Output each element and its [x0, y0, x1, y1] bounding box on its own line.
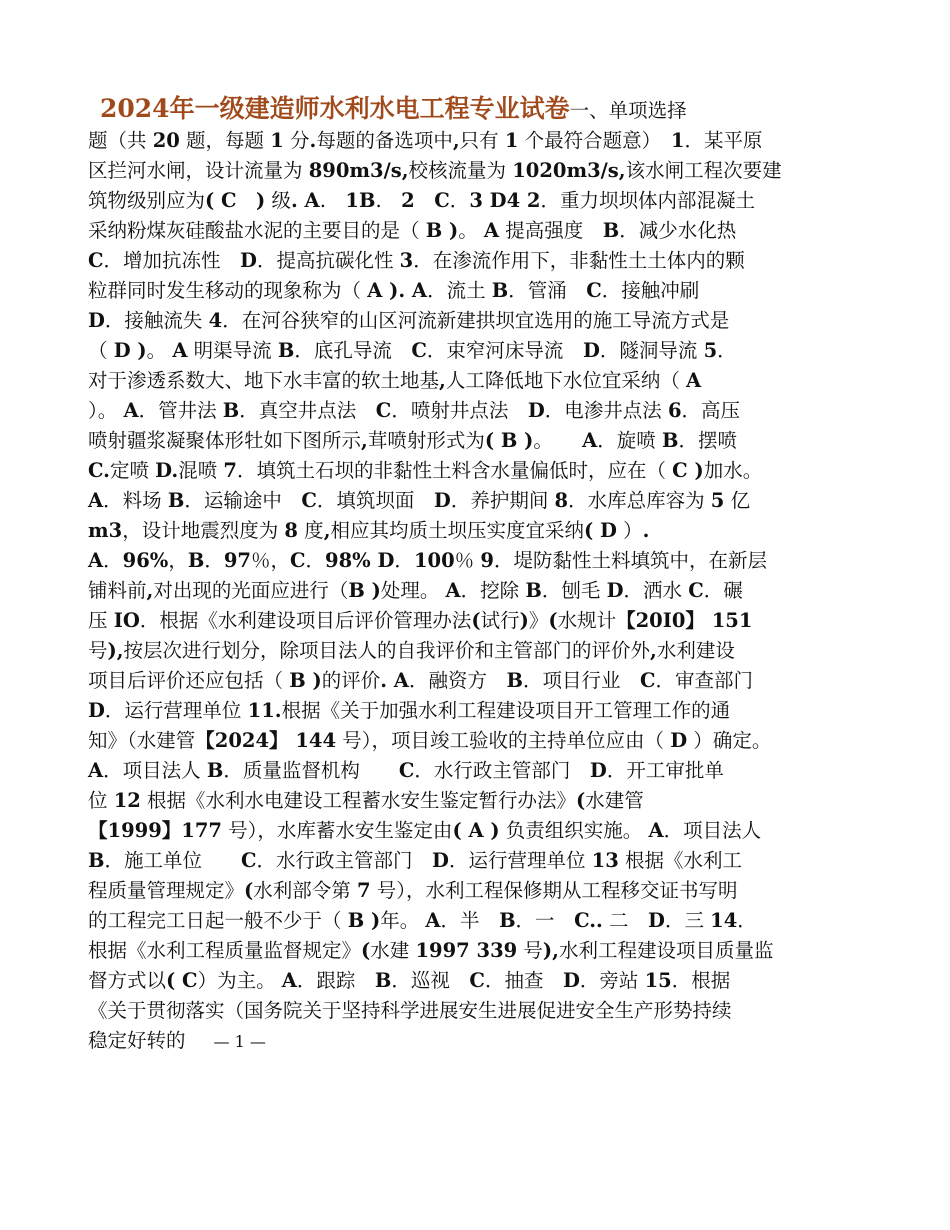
text-run: 水建 — [370, 939, 416, 962]
text-run: A — [483, 219, 500, 242]
text-run: ( — [244, 879, 254, 902]
text-run: 《关于贯彻落实（国务院关于坚持科学进展安生进展促进安全生产形势持续 — [88, 999, 732, 1022]
text-run: ．审查部门 — [655, 669, 753, 692]
text-run: IO — [113, 609, 140, 632]
text-run: 6 — [667, 399, 682, 422]
text-run: 水规计 — [557, 609, 617, 632]
text-run: ．运行营理单位 — [104, 699, 248, 722]
text-line — [88, 156, 868, 186]
text-run: 混喷 — [178, 459, 224, 482]
text-run: 对于渗透系数大、地下水丰富的软土地基 — [88, 369, 440, 392]
text-line — [88, 636, 868, 666]
text-run: A — [123, 399, 139, 422]
text-run: ．挖除 — [460, 579, 526, 602]
text-run: D — [606, 579, 624, 602]
text-run: 1 — [670, 129, 685, 152]
text-run: 14 — [710, 909, 738, 932]
text-run: 级 — [265, 189, 291, 212]
text-run: 号），水库蓄水安生鉴定由 — [221, 819, 453, 842]
text-run: . — [309, 129, 317, 152]
title-line — [88, 92, 868, 126]
text-run: ．洒水 — [623, 579, 689, 602]
text-run: D. — [155, 459, 179, 482]
text-run: 一、单项选择 — [569, 99, 687, 122]
text-run: ．项目法人 — [103, 759, 207, 782]
text-run: ．养护期间 — [450, 489, 555, 512]
text-run: A — [172, 339, 188, 362]
text-run: 稳定好转的 — [88, 1029, 186, 1052]
text-run: ．根据 — [671, 969, 731, 992]
text-run: 按层次进行划分，除项目法人的自我评价和主管部门的评价外 — [123, 639, 651, 662]
text-run: ．旋喷 — [597, 429, 662, 452]
text-run: 压 — [88, 609, 114, 632]
text-run: A — [445, 579, 461, 602]
text-run: ．电渗井点法 — [544, 399, 668, 422]
text-run: C — [375, 399, 392, 422]
text-run: 明渠导流 — [187, 339, 278, 362]
text-run: ．真空井点法 — [239, 399, 376, 422]
document-title: 2024年一级建造师水利水电工程专业试卷 — [100, 94, 570, 123]
text-run: ） — [616, 519, 643, 542]
text-run: B — [206, 759, 224, 782]
text-run: C — [639, 669, 656, 692]
text-run: ( A ) — [452, 819, 500, 842]
text-run: 1B — [345, 189, 376, 212]
text-run: 题（共 — [88, 129, 153, 152]
text-run: ( C — [166, 969, 198, 992]
text-run: 【20I0】 151 — [616, 609, 753, 632]
text-run: ．根据《水利建设项目后评价管理办法 — [139, 609, 472, 632]
text-run: C — [586, 279, 602, 302]
text-line — [88, 336, 868, 366]
text-run: 茸喷射形式为 — [367, 429, 485, 452]
text-line — [88, 306, 868, 336]
text-run: ．施工单位 — [104, 849, 241, 872]
text-run: , — [323, 519, 331, 542]
text-run: m3 — [88, 519, 123, 542]
text-run: 对出现的光面应进行（ — [153, 579, 349, 602]
text-line — [88, 966, 868, 996]
text-run: 【2024】 144 — [195, 729, 337, 752]
text-run: 。 — [458, 219, 484, 242]
text-run: D — [88, 309, 105, 332]
text-run: 。 — [146, 339, 173, 362]
text-run: 根据《水利工程质量监督规定》 — [88, 939, 362, 962]
text-run: 项目后评价还应包括（ — [88, 669, 290, 692]
text-run: ．一 — [515, 909, 575, 932]
body-text — [88, 126, 868, 1056]
text-run: ％， — [250, 549, 290, 572]
text-run: 3 D4 2 — [469, 189, 541, 212]
text-run: 喷射疆浆凝聚体形牡如下图所示 — [88, 429, 362, 452]
text-run: ．半 — [440, 909, 500, 932]
text-run: C.. — [574, 909, 603, 932]
text-run: . — [642, 519, 650, 542]
text-line — [88, 276, 868, 306]
text-run — [415, 189, 435, 212]
text-run: 负责组织实施。 — [499, 819, 649, 842]
text-run: 提高强度 — [499, 219, 603, 242]
text-run: 亿 — [724, 489, 751, 512]
text-run: 水利工程建设项目质量监 — [558, 939, 774, 962]
text-run: 督方式以 — [88, 969, 167, 992]
text-run: B — [277, 339, 295, 362]
text-line — [88, 216, 868, 246]
text-run: 3 — [399, 249, 414, 272]
text-line — [88, 186, 868, 216]
text-line — [88, 996, 868, 1026]
text-run: C — [411, 339, 427, 362]
text-run: ． — [204, 549, 224, 572]
text-run: A ). A — [367, 279, 428, 302]
text-run: ．提高抗碳化性 — [256, 249, 400, 272]
text-run: 题，每题 — [179, 129, 271, 152]
text-run: ．开工审批单 — [606, 759, 724, 782]
text-line — [88, 876, 868, 906]
text-run: B — [491, 279, 509, 302]
text-line — [88, 756, 868, 786]
text-run: B ) — [347, 909, 381, 932]
text-run: ．某平原 — [684, 129, 763, 152]
text-run: D — [670, 729, 688, 752]
text-run: 加水。 — [703, 459, 763, 482]
text-run: 每题的备选项中 — [316, 129, 453, 152]
text-run: ( — [361, 939, 371, 962]
text-run: 7 — [356, 879, 371, 902]
text-run: B — [602, 219, 620, 242]
text-run: ．水库总库容为 — [568, 489, 711, 512]
text-run: ．在渗流作用下，非黏性土土体内的颗 — [413, 249, 745, 272]
text-line — [88, 516, 868, 546]
text-run: 筑物级别应为 — [88, 189, 206, 212]
text-run: 7 — [223, 459, 237, 482]
text-run: 2 — [401, 189, 415, 212]
text-run: ( D — [584, 519, 617, 542]
text-run: 采纳粉煤灰硅酸盐水泥的主要目的是（ — [88, 219, 426, 242]
text-run: ．在河谷狭窄的山区河流新建拱坝宜选用的施工导流方式是 — [222, 309, 730, 332]
text-line — [88, 696, 868, 726]
text-run: 水利部令第 — [253, 879, 357, 902]
text-run: 1 — [504, 129, 519, 152]
text-run: 890m3/s, — [308, 159, 409, 182]
text-run: C ) — [672, 459, 704, 482]
text-run: 人工降低地下水位宜采纳（ — [445, 369, 687, 392]
text-run: ． — [717, 339, 737, 362]
text-run: ．项目法人 — [663, 819, 762, 842]
text-run: ．增加抗冻性 — [103, 249, 241, 272]
text-run: 号），水利工程保修期从工程移交证书写明 — [370, 879, 738, 902]
text-run: 》 — [528, 609, 549, 632]
text-run: ）。 — [88, 399, 124, 422]
text-run: ）为主。 — [197, 969, 282, 992]
text-run: D — [433, 489, 451, 512]
text-run: ． — [305, 549, 326, 572]
text-line — [88, 126, 868, 156]
text-run: . — [319, 189, 346, 212]
text-run: ．接触流失 — [104, 309, 209, 332]
text-run: 水建管 — [585, 789, 644, 812]
text-run: 粒群同时发生移动的现象称为（ — [88, 279, 368, 302]
text-run: 5 — [710, 489, 725, 512]
text-run: , — [146, 579, 154, 602]
text-run: B — [222, 399, 240, 422]
text-run: 二 — [602, 909, 649, 932]
text-run: C — [434, 189, 450, 212]
text-run: ． — [737, 909, 757, 932]
text-run: 97 — [223, 549, 251, 572]
text-line — [88, 816, 868, 846]
text-run: ( B ) — [484, 429, 534, 452]
text-run: 【1999】177 — [88, 819, 222, 842]
text-run: D — [648, 909, 665, 932]
text-line — [88, 546, 868, 576]
text-run: ．旁站 — [579, 969, 645, 992]
text-run: ．刨毛 — [541, 579, 607, 602]
text-run: ( C ) — [205, 189, 266, 212]
text-run: A — [88, 759, 104, 782]
text-run: C — [241, 849, 257, 872]
text-run: ． — [449, 189, 470, 212]
text-run: ) — [519, 609, 529, 632]
text-run: B — [499, 909, 516, 932]
text-line — [88, 456, 868, 486]
text-line — [88, 426, 868, 456]
text-run: ．填筑坝面 — [316, 489, 434, 512]
text-run: ．项目行业 — [522, 669, 640, 692]
text-run: ．高压 — [681, 399, 741, 422]
text-run: A — [281, 969, 297, 992]
text-run: . A — [380, 669, 409, 692]
text-run: 。 — [533, 429, 583, 452]
text-line — [88, 906, 868, 936]
text-run: （ — [88, 339, 114, 362]
text-run: ．水行政主管部门 — [256, 849, 433, 872]
text-run: 只有 — [459, 129, 505, 152]
text-run: 11. — [247, 699, 282, 722]
text-run: ．填筑土石坝的非黏性土料含水量偏低时，应在（ — [236, 459, 673, 482]
text-run: 铺料前 — [88, 579, 147, 602]
text-run: 8 — [284, 519, 298, 542]
text-run: D — [582, 339, 600, 362]
text-run: 的工程完工日起一般不少于（ — [88, 909, 348, 932]
text-run: ．运行营理单位 — [448, 849, 592, 872]
text-run: ． — [394, 549, 414, 572]
text-run: 号 — [88, 639, 108, 662]
text-run: A — [425, 909, 441, 932]
text-run: 1020m3/s, — [512, 159, 626, 182]
text-run: D ) — [113, 339, 147, 362]
text-run: A — [88, 489, 104, 512]
text-line — [88, 666, 868, 696]
text-run: ( — [471, 609, 481, 632]
text-run: ．管涌 — [508, 279, 587, 302]
text-run: 9 — [480, 549, 494, 572]
text-run: ．喷射井点法 — [391, 399, 528, 422]
page-number: — 1 — — [213, 1032, 266, 1051]
text-run: 98% D — [325, 549, 395, 572]
text-run: 8 — [554, 489, 569, 512]
text-line — [88, 1026, 868, 1056]
text-run: ．抽查 — [484, 969, 563, 992]
text-run: 的评价 — [321, 669, 381, 692]
text-run: B ) — [289, 669, 322, 692]
text-line — [88, 396, 868, 426]
text-run: C — [88, 249, 104, 272]
text-run: , — [650, 639, 657, 662]
text-run: ．接触冲刷 — [601, 279, 700, 302]
text-run: B — [525, 579, 542, 602]
text-line — [88, 246, 868, 276]
text-line — [88, 936, 868, 966]
text-run: A — [582, 429, 598, 452]
text-run: 校核流量为 — [408, 159, 513, 182]
text-run: ．重力坝坝体内部混凝土 — [540, 189, 756, 212]
text-run: ．减少水化热 — [619, 219, 737, 242]
text-run: B — [661, 429, 679, 452]
text-run: 年。 — [380, 909, 426, 932]
text-run: ．碾 — [703, 579, 743, 602]
text-line — [88, 576, 868, 606]
text-run: ．三 — [664, 909, 711, 932]
text-run: 位 — [88, 789, 114, 812]
text-run: ．底孔导流 — [294, 339, 412, 362]
text-line — [88, 846, 868, 876]
text-run: D — [432, 849, 449, 872]
text-run: 96% — [122, 549, 169, 572]
text-run: 1997 339 — [415, 939, 518, 962]
text-run: ．管井法 — [138, 399, 223, 422]
text-run: 根据《关于加强水利工程建设项目开工管理工作的通 — [281, 699, 731, 722]
text-run: , — [452, 129, 460, 152]
text-run: ( — [548, 609, 558, 632]
text-line — [88, 786, 868, 816]
text-run: 号），项目竣工验收的主持单位应由（ — [336, 729, 671, 752]
text-run: D — [562, 969, 580, 992]
text-run: 15 — [644, 969, 672, 992]
text-run: C — [469, 969, 485, 992]
text-run: D — [88, 699, 105, 722]
text-run: A — [686, 369, 702, 392]
text-run: 根据《水利工 — [618, 849, 743, 872]
text-run: ％ — [454, 549, 481, 572]
text-line — [88, 726, 868, 756]
text-run: C — [290, 549, 306, 572]
text-run: A — [88, 549, 104, 572]
text-run: 程质量管理规定》 — [88, 879, 245, 902]
text-run: D — [589, 759, 607, 782]
text-run: ．束窄河床导流 — [426, 339, 583, 362]
text-run: 定喷 — [109, 459, 156, 482]
text-run: 100 — [413, 549, 455, 572]
text-run: ． — [103, 549, 123, 572]
text-run: 13 — [591, 849, 619, 872]
text-run: ．质量监督机构 — [223, 759, 399, 782]
text-run: ）确定。 — [687, 729, 772, 752]
text-run: ．跟踪 — [296, 969, 375, 992]
text-line — [88, 366, 868, 396]
text-run: 5 — [703, 339, 718, 362]
text-run: ．摆喷 — [678, 429, 737, 452]
text-run: 度 — [297, 519, 324, 542]
text-run: C — [301, 489, 317, 512]
text-run: ．巡视 — [391, 969, 470, 992]
text-run: ．流土 — [427, 279, 492, 302]
text-run: 4 — [208, 309, 223, 332]
text-run: C. — [88, 459, 110, 482]
text-run: 1 — [270, 129, 284, 152]
text-run: B — [374, 969, 392, 992]
text-run: ．融资方 — [408, 669, 507, 692]
text-run: ( — [576, 789, 586, 812]
text-run: B — [506, 669, 523, 692]
text-run: D — [240, 249, 257, 272]
text-run: ), — [542, 939, 559, 962]
text-run: B — [88, 849, 105, 872]
text-run: 区拦河水闸，设计流量为 — [88, 159, 309, 182]
text-run: B — [187, 549, 205, 572]
text-run: B — [167, 489, 185, 512]
text-run: ， — [168, 549, 188, 572]
text-run: ．堤防黏性土料填筑中，在新层 — [493, 549, 767, 572]
text-run: 试行 — [480, 609, 520, 632]
document-page — [88, 92, 868, 1056]
text-run: A — [648, 819, 664, 842]
text-run: B ) — [348, 579, 381, 602]
text-run: ), — [107, 639, 124, 662]
text-run: 该水闸工程次要建 — [625, 159, 782, 182]
text-line — [88, 606, 868, 636]
text-run: 相应其均质土坝压实度宜采纳 — [330, 519, 584, 542]
text-run: C — [688, 579, 704, 602]
text-line — [88, 486, 868, 516]
text-run: , — [361, 429, 368, 452]
text-run: ．水行政主管部门 — [414, 759, 590, 782]
text-run: . A — [290, 189, 320, 212]
text-run: 12 — [113, 789, 141, 812]
text-run: 个最符合题意） — [518, 129, 671, 152]
text-run: 20 — [152, 129, 180, 152]
text-run: , — [439, 369, 446, 392]
text-run: 号 — [517, 939, 543, 962]
text-run: . — [375, 189, 402, 212]
text-run: 处理。 — [380, 579, 446, 602]
text-run: D — [527, 399, 545, 422]
text-run: C — [398, 759, 415, 782]
text-run: 水利建设 — [656, 639, 735, 662]
text-run: 知》（水建管 — [88, 729, 196, 752]
text-run: 分 — [283, 129, 310, 152]
text-run: ．隧洞导流 — [599, 339, 704, 362]
text-run: ．运输途中 — [184, 489, 302, 512]
text-run: 根据《水利水电建设工程蓄水安生鉴定暂行办法》 — [140, 789, 577, 812]
text-run: ，设计地震烈度为 — [122, 519, 285, 542]
text-run: B ) — [425, 219, 459, 242]
text-run: ．料场 — [103, 489, 168, 512]
